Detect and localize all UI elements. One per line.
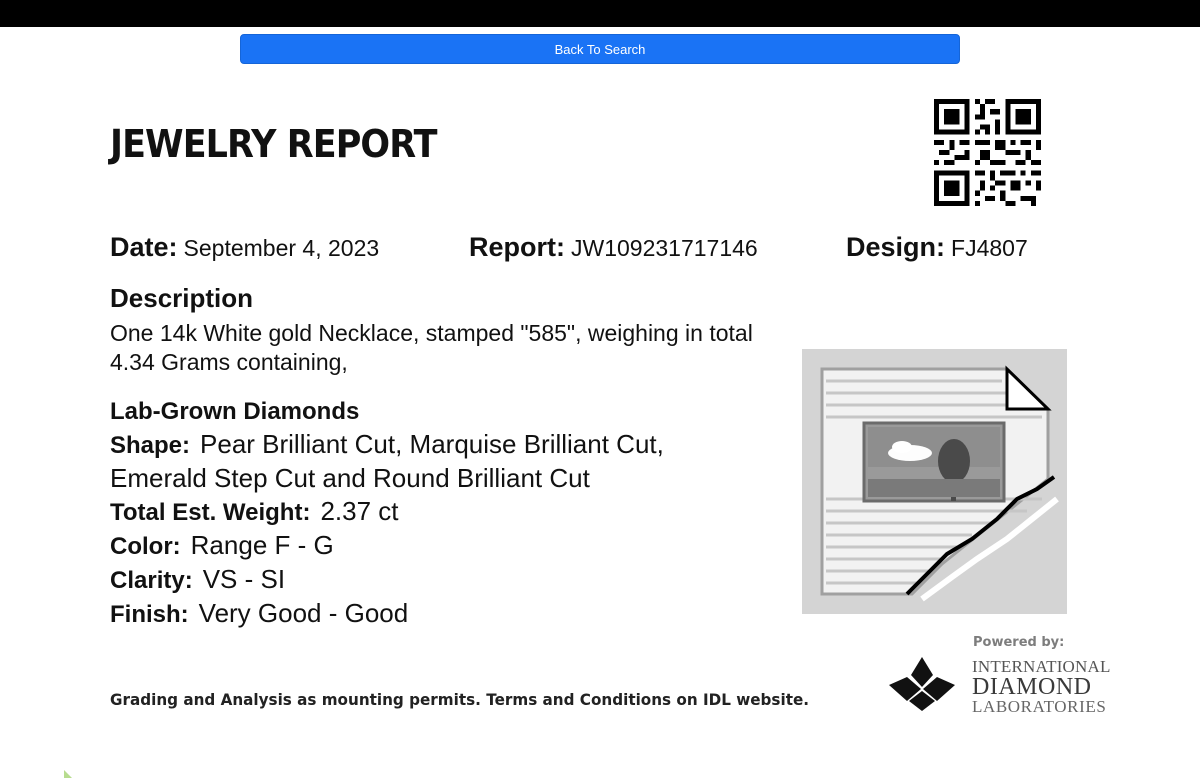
stones-heading: Lab-Grown Diamonds [110,398,360,425]
finish-label: Finish: [110,601,189,628]
description-heading: Description [110,283,254,313]
idl-line3: LABORATORIES [972,697,1107,716]
weight-label: Total Est. Weight: [110,499,311,526]
clarity-label: Clarity: [110,567,193,594]
design-value: FJ4807 [951,235,1028,261]
shape-value: Pear Brilliant Cut, Marquise Brilliant Cut, Emerald Step Cut and Round Brilliant Cut [110,429,664,493]
finish-row [110,597,670,631]
color-label: Color: [110,533,181,560]
date-label: Date: [110,232,178,262]
idl-line2: DIAMOND [972,674,1092,700]
powered-by-label: Powered by: [973,635,1065,650]
report-label: Report: [469,232,565,262]
stone-details [110,395,670,631]
idl-wordmark [972,658,1111,716]
design-label: Design: [846,232,946,262]
resize-corner-icon [64,768,74,778]
qr-code-icon [934,99,1041,206]
report-date [110,232,379,263]
color-value: Range F - G [190,530,334,560]
clarity-row [110,563,670,597]
shape-label: Shape: [110,432,191,459]
weight-row [110,495,670,529]
report-number [469,232,758,263]
date-value: September 4, 2023 [183,235,380,261]
report-design [846,232,1028,263]
top-bar [0,0,1200,27]
report-value: JW109231717146 [571,235,758,261]
weight-value: 2.37 ct [320,496,399,526]
color-row [110,529,670,563]
idl-line1: INTERNATIONAL [972,657,1111,676]
finish-value: Very Good - Good [198,598,409,628]
clarity-value: VS - SI [202,564,286,594]
broken-image-icon [802,349,1067,614]
footer-note: Grading and Analysis as mounting permits. Terms and Conditions on IDL website. [110,690,810,709]
shape-row [110,428,670,495]
idl-logo-icon [887,655,957,713]
description-text: One 14k White gold Necklace, stamped "585", weighing in total 4.34 Grams containing, [110,320,753,375]
back-to-search-button[interactable]: Back To Search [240,34,960,64]
report-title: JEWELRY REPORT [110,122,437,166]
